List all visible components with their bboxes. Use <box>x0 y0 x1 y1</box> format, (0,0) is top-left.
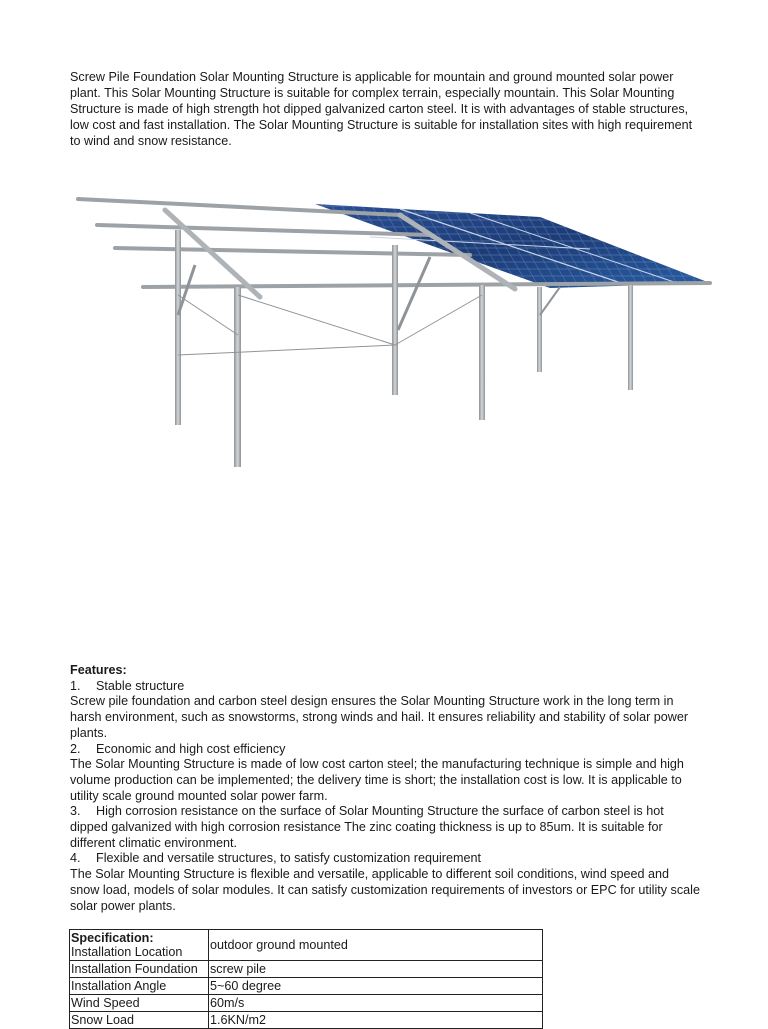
feature-body: The Solar Mounting Structure is flexible and versatile, applicable to different soil conditions, wind speed and snow load, models of solar modules. It can satisfy customization requirements of investors or EPC for utility scale solar power plants. <box>70 867 700 913</box>
spec-key: Wind Speed <box>70 995 209 1012</box>
feature-number: 1. <box>70 678 81 693</box>
intro-paragraph: Screw Pile Foundation Solar Mounting Structure is applicable for mountain and ground mounted solar power plant. This Solar Mounting Structure is suitable for complex terrain, especially mountain. This Solar Mounting Structure is made of high strength hot dipped galvanized carton steel. It is with advantages of stable structures, low cost and fast installation. The Solar Mounting Structure is suitable for installation sites with high requirement to wind and snow resistance. <box>70 70 693 148</box>
feature-number: 3. <box>70 804 81 819</box>
spec-key: Installation Foundation <box>70 961 209 978</box>
spec-key: Snow Load <box>70 1012 209 1029</box>
feature-body: The Solar Mounting Structure is made of low cost carton steel; the manufacturing technique is simple and high volume production can be implemented; the delivery time is short; the installation cost is low. It is applicable to utility scale ground mounted solar power farm. <box>70 757 684 803</box>
feature-body: Screw pile foundation and carbon steel design ensures the Solar Mounting Structure work in the long term in harsh environment, such as snowstorms, strong winds and hail. It ensures reliability and stability of solar power plants. <box>70 694 689 740</box>
table-row <box>70 995 543 1012</box>
specification-table <box>69 929 543 1029</box>
table-row <box>70 1012 543 1029</box>
feature-title: Economic and high cost efficiency <box>96 741 286 756</box>
features-section <box>70 663 700 914</box>
feature-title: Stable structure <box>96 678 185 693</box>
feature-title: Flexible and versatile structures, to satisfy customization requirement <box>96 851 481 866</box>
feature-item-3 <box>70 804 700 851</box>
spec-key-text: Installation Location <box>71 945 183 959</box>
feature-item-4 <box>70 851 700 867</box>
spec-key: Installation Angle <box>70 978 209 995</box>
features-heading: Features: <box>70 663 127 677</box>
feature-item-1 <box>70 679 700 695</box>
solar-panel-array <box>315 204 710 288</box>
spec-value: outdoor ground mounted <box>209 930 543 961</box>
feature-item-2 <box>70 742 700 758</box>
table-row <box>70 930 543 961</box>
spec-value: 60m/s <box>209 995 543 1012</box>
table-row <box>70 961 543 978</box>
spec-value: 1.6KN/m2 <box>209 1012 543 1029</box>
solar-mounting-structure-image <box>70 185 720 475</box>
spec-heading: Specification: <box>71 931 154 945</box>
feature-title: High corrosion resistance on the surface of Solar Mounting Structure the surface of carbon steel is hot dipped galvanized with high corrosion resistance The zinc coating thickness is up to 85um. It is suitable for different climatic environment. <box>70 804 664 850</box>
table-row <box>70 978 543 995</box>
feature-number: 4. <box>70 851 81 866</box>
spec-value: 5~60 degree <box>209 978 543 995</box>
spec-key <box>70 930 209 961</box>
feature-number: 2. <box>70 741 81 756</box>
spec-value: screw pile <box>209 961 543 978</box>
